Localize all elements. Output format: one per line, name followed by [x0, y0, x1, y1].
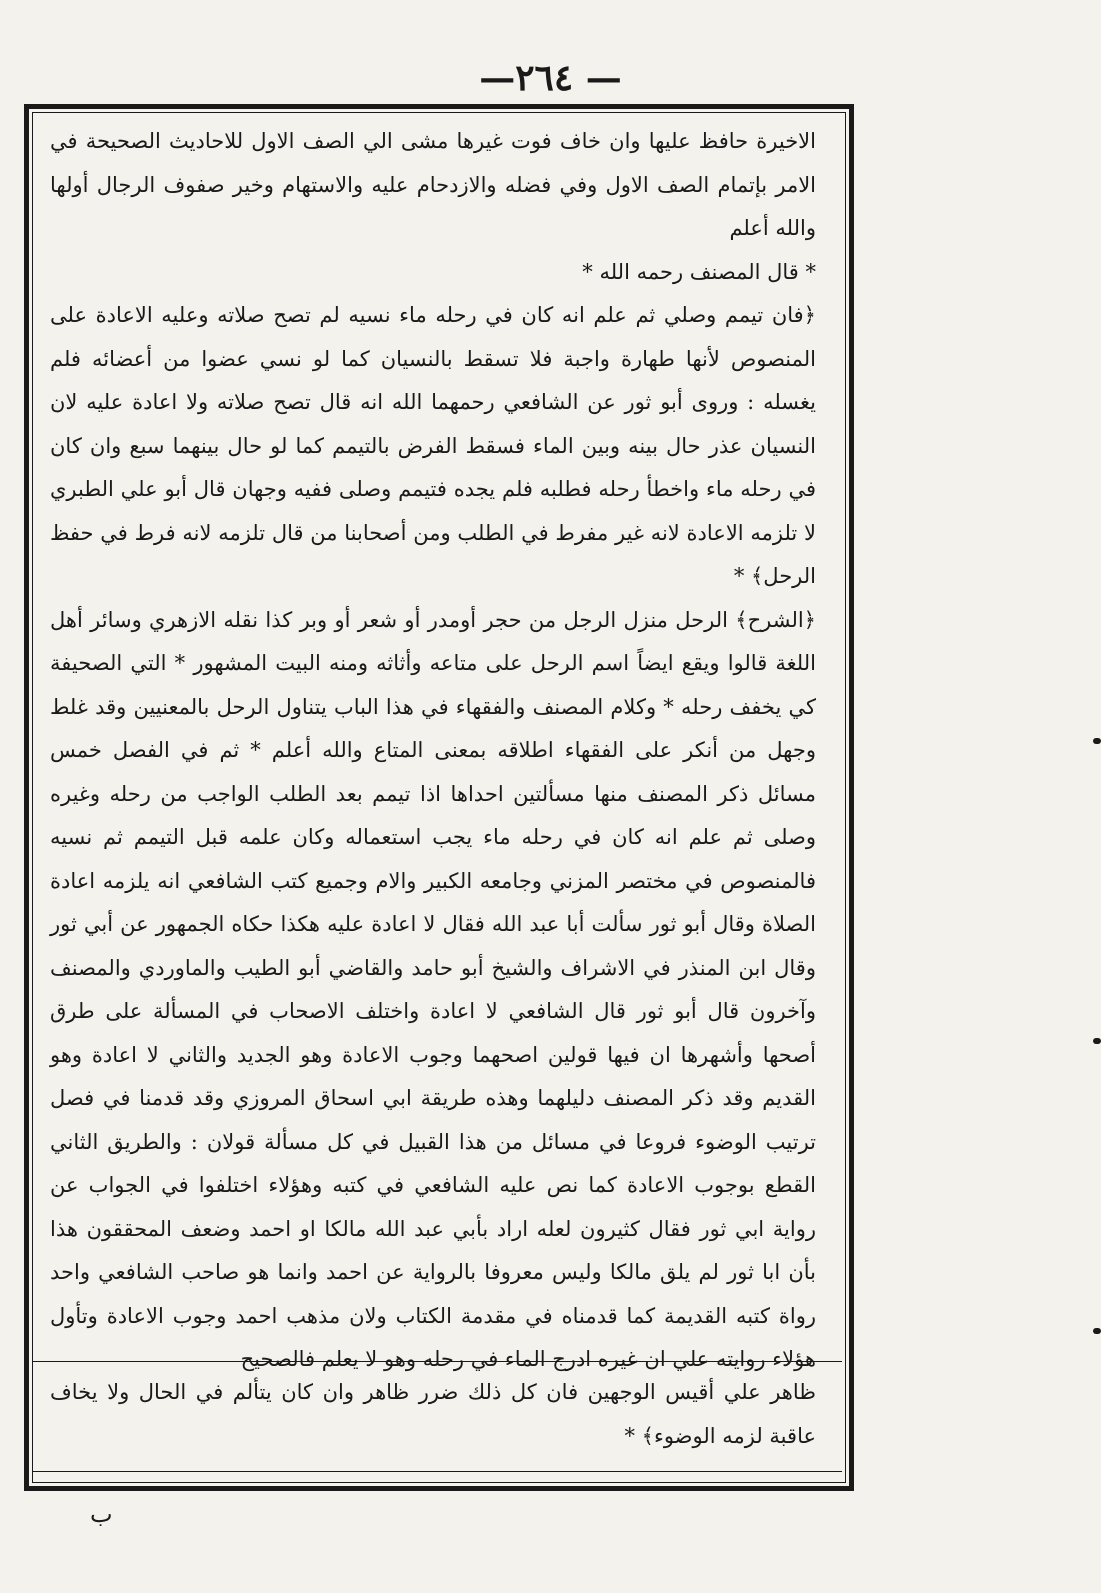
signature-mark: ب [90, 1500, 113, 1528]
text-paragraph-1: الاخيرة حافظ عليها وان خاف فوت غيرها مشى الي الصف الاول للاحاديث الصحيحة في الامر بإتمام الصف الاول وفي فضله والازدحام عليه والاستهام وخير صفوف الرجال أولها والله أعلم [50, 129, 816, 240]
footnote-divider [32, 1361, 842, 1362]
edge-mark [1093, 738, 1101, 744]
page-number: —٢٦٤ — [479, 57, 622, 99]
text-paragraph-2: * قال المصنف رحمه الله * [582, 259, 816, 284]
edge-mark [1093, 1038, 1101, 1044]
main-text [50, 120, 816, 1382]
footnote-text: ظاهر علي أقيس الوجهين فان كل ذلك ضرر ظاهر وان كان يتألم في الحال ولا يخاف عاقبة لزمه الوضوء﴾ * [50, 1380, 816, 1448]
text-paragraph-3: ﴿فان تيمم وصلي ثم علم انه كان في رحله ماء نسيه لم تصح صلاته وعليه الاعادة على المنصوص لأنها طهارة واجبة فلا تسقط بالنسيان كما لو نسي عضوا من أعضائه فلم يغسله : وروى أبو ثور عن الشافعي رحمهما الله انه قال تصح صلاته ولا اعادة عليه لان النسيان عذر حال بينه وبين الماء فسقط الفرض بالتيمم كما لو حال بينهما سبع وان كان في رحله ماء واخطأ رحله فطلبه فلم يجده فتيمم وصلى ففيه وجهان قال أبو علي الطبري لا تلزمه الاعادة لانه غير مفرط في الطلب ومن أصحابنا من قال تلزمه لانه فرط في حفظ الرحل﴾ * [50, 303, 816, 588]
edge-mark [1093, 1328, 1101, 1334]
text-paragraph-4: ﴿الشرح﴾ الرحل منزل الرجل من حجر أومدر أو شعر أو وبر كذا نقله الازهري وسائر أهل اللغة قالوا ويقع ايضاً اسم الرحل على متاعه وأثاثه ومنه البيت المشهور * التي الصحيفة كي يخفف رحله * وكلام المصنف والفقهاء في هذا الباب يتناول الرحل بالمعنيين وقد غلط وجهل من أنكر على الفقهاء اطلاقه بمعنى المتاع والله أعلم * ثم في الفصل خمس مسائل ذكر المصنف منها مسألتين احداها اذا تيمم بعد الطلب الواجب من رحله وغيره وصلى ثم علم انه كان في رحله ماء يجب استعماله وكان علمه قبل التيمم ثم نسيه فالمنصوص في مختصر المزني وجامعه الكبير والام وجميع كتب الشافعي انه يلزمه اعادة الصلاة وقال أبو ثور سألت أبا عبد الله فقال لا اعادة عليه هكذا حكاه الجمهور عن أبي ثور وقال ابن المنذر في الاشراف والشيخ أبو حامد والقاضي أبو الطيب والماوردي والمصنف وآخرون قال أبو ثور قال الشافعي لا اعادة واختلف الاصحاب في المسألة على طرق أصحها وأشهرها ان فيها قولين اصحهما وجوب الاعادة وهو الجديد والثاني لا اعادة وهو القديم وقد ذكر المصنف دليلهما وهذه طريقة ابي اسحاق المروزي وقد قدمنا في فصل ترتيب الوضوء فروعا في مسائل من هذا القبيل في كل مسألة قولان : والطريق الثاني القطع بوجوب الاعادة كما نص عليه الشافعي في كتبه وهؤلاء اختلفوا في الجواب عن رواية ابي ثور فقال كثيرون لعله اراد بأبي عبد الله مالكا او احمد وضعف المحققون هذا بأن ابا ثور لم يلق مالكا وليس معروفا بالرواية عن احمد وانما هو صاحب الشافعي واحد رواة كتبه القديمة كما قدمناه في مقدمة الكتاب ولان مذهب احمد وجوب الاعادة وتأول هؤلاء روايته علي ان غيره ادرج الماء في رحله وهو لا يعلم فالصحيح [50, 607, 816, 1371]
footnote [50, 1371, 816, 1458]
bottom-rule [32, 1471, 842, 1472]
